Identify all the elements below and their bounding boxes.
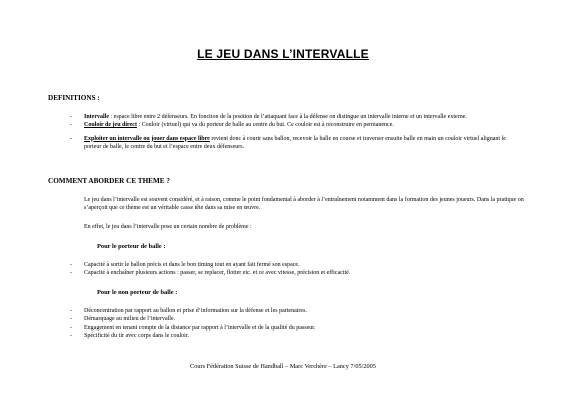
bullet-dash: - — [70, 270, 72, 277]
approach-paragraph-problems: En effet, le jeu dans l’intervalle pose un certain nombre de problème : — [84, 224, 252, 230]
list-item — [70, 332, 520, 340]
list-item — [70, 324, 520, 332]
definition-term: Exploiter un intervalle ou jouer dans espace libre — [84, 135, 210, 142]
list-item-text: Spécificité du tir avec corps dans le couloir. — [84, 332, 189, 339]
list-item — [70, 307, 520, 315]
bullet-dash: - — [70, 122, 72, 129]
bullet-dash: - — [70, 262, 72, 268]
list-item-text: Capacité à enchaîner plusieurs actions : passer, se replacer, flotter etc. et ce avec vitesse, précision et efficacité. — [84, 270, 351, 277]
page-title: LE JEU DANS L’INTERVALLE — [197, 47, 369, 61]
definitions-heading: DEFINITIONS : — [48, 94, 100, 102]
non-ball-carrier-heading: Pour le non porteur de balle : — [97, 289, 178, 296]
definition-text: : Couloir (virtuel) qui va du porteur de balle au centre du but. Ce couloir est à reconstruire en permanence. — [136, 122, 394, 129]
approach-paragraph: Le jeu dans l’intervalle est souvent considéré, et à raison, comme le point fondamental à aborder à l’entraînement notamment dans la formation des jeunes joueurs. Dans la pratique on s’aperçoit que ce thème est un véritable casse tête dans sa mise en œuvre. — [84, 197, 524, 212]
ball-carrier-heading: Pour le porteur de balle : — [97, 243, 166, 250]
non-ball-carrier-list — [70, 307, 520, 340]
bullet-dash: - — [70, 308, 72, 314]
list-item-text: Engagement en tenant compte de la distance par rapport à l’intervalle et de la qualité du passeur. — [84, 324, 316, 331]
list-item — [70, 269, 520, 277]
definition-text: : espace libre entre 2 défenseurs. En fonction de la position de l’attaquant face à la défense on distingue un intervalle interne et un intervalle externe. — [109, 114, 467, 120]
definition-term: Intervalle — [84, 114, 109, 120]
bullet-dash: - — [70, 332, 72, 339]
list-item-text: Capacité à sortir le ballon précis et dans le bon timing tout en ayant fait fermé son espace. — [84, 262, 300, 268]
list-item — [70, 135, 520, 152]
bullet-dash: - — [70, 316, 72, 323]
list-item-text: Démarquage au milieu de l’intervalle. — [84, 316, 176, 323]
bullet-dash: - — [70, 114, 72, 120]
ball-carrier-list — [70, 261, 520, 278]
definitions-list — [70, 113, 520, 151]
approach-heading: COMMENT ABORDER CE THEME ? — [48, 177, 170, 185]
bullet-dash: - — [70, 324, 72, 331]
definition-text: revient donc à courir sans ballon, recevoir la balle en course et traverser ensuite balle en main un couloir virtuel alignant le porteur de balle, le centre du but et l’espace entre deux défenseurs. — [84, 135, 506, 150]
list-item — [70, 113, 520, 121]
list-item — [70, 315, 520, 323]
page-footer: Cours Fédération Suisse de Handball – Marc Verchère – Lancy 7/05/2005 — [190, 363, 376, 370]
definition-term: Couloir de jeu direct — [84, 122, 137, 129]
bullet-dash: - — [70, 135, 72, 142]
list-item — [70, 261, 520, 269]
list-item — [70, 121, 520, 129]
list-item-text: Déconcentration par rapport au ballon et prise d’information sur la défense et les partenaires. — [84, 308, 307, 314]
